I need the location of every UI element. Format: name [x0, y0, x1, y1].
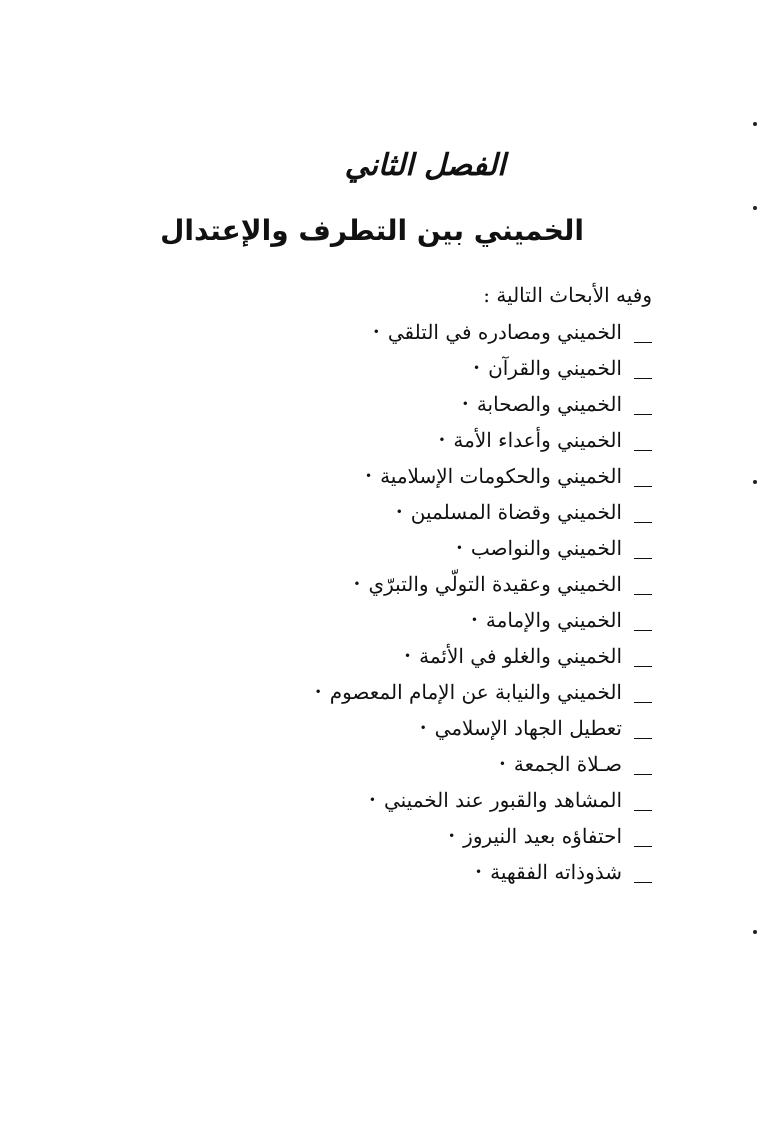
bullet-icon: •	[395, 505, 403, 519]
dash-icon	[630, 602, 652, 638]
list-item	[315, 458, 652, 494]
scan-speck	[753, 480, 757, 484]
intro-text: وفيه الأبحاث التالية :	[483, 283, 652, 307]
list-item	[315, 818, 652, 854]
scan-speck	[753, 206, 757, 210]
topic-text: تعطيل الجهاد الإسلامي	[434, 716, 622, 740]
topic-text: الخميني والإمامة	[485, 608, 622, 632]
topic-text: الخميني والنواصب	[470, 536, 622, 560]
list-item	[315, 422, 652, 458]
topic-text: الخميني والقرآن	[488, 356, 622, 380]
list-item	[315, 782, 652, 818]
scan-speck	[753, 930, 757, 934]
list-item	[315, 854, 652, 890]
dash-icon	[630, 674, 652, 710]
bullet-icon: •	[404, 649, 412, 663]
dash-icon	[630, 458, 652, 494]
bullet-icon: •	[419, 721, 427, 735]
topic-text: الخميني والنيابة عن الإمام المعصوم	[329, 680, 622, 704]
bullet-icon: •	[498, 757, 506, 771]
list-item	[315, 710, 652, 746]
topic-text: صـلاة الجمعة	[513, 752, 622, 776]
topic-text: الخميني والحكومات الإسلامية	[380, 464, 622, 488]
dash-icon	[630, 782, 652, 818]
bullet-icon: •	[364, 469, 373, 483]
list-item	[315, 746, 652, 782]
dash-icon	[630, 350, 652, 386]
dash-icon	[630, 494, 652, 530]
dash-icon	[630, 638, 652, 674]
bullet-icon: •	[353, 577, 361, 591]
topic-text: الخميني والصحابة	[476, 392, 622, 416]
topic-text: المشاهد والقبور عند الخميني	[383, 788, 622, 812]
bullet-icon: •	[470, 613, 478, 627]
dash-icon	[630, 422, 652, 458]
topic-list	[315, 314, 652, 890]
topic-text: الخميني ومصادره في التلقي	[387, 320, 622, 344]
bullet-icon: •	[438, 433, 446, 447]
list-item	[315, 530, 652, 566]
list-item	[315, 674, 652, 710]
dash-icon	[630, 314, 652, 350]
list-item	[315, 638, 652, 674]
dash-icon	[630, 854, 652, 890]
bullet-icon: •	[461, 397, 469, 411]
dash-icon	[630, 710, 652, 746]
dash-icon	[630, 386, 652, 422]
bullet-icon: •	[455, 541, 463, 555]
topic-text: احتفاؤه بعيد النيروز	[463, 824, 622, 848]
bullet-icon: •	[472, 361, 481, 375]
dash-icon	[630, 746, 652, 782]
list-item	[315, 566, 652, 602]
bullet-icon: •	[368, 793, 376, 807]
bullet-icon: •	[475, 865, 483, 879]
list-item	[315, 602, 652, 638]
chapter-title: الخميني بين التطرف والإعتدال	[160, 214, 584, 247]
chapter-label: الفصل الثاني	[344, 148, 506, 183]
topic-text: الخميني والغلو في الأئمة	[419, 644, 622, 668]
bullet-icon: •	[372, 325, 380, 339]
topic-text: شذوذاته الفقهية	[490, 860, 622, 884]
topic-text: الخميني وعقيدة التولّي والتبرّي	[368, 572, 622, 596]
topic-text: الخميني وأعداء الأمة	[453, 428, 622, 452]
list-item	[315, 386, 652, 422]
list-item	[315, 350, 652, 386]
dash-icon	[630, 566, 652, 602]
dash-icon	[630, 530, 652, 566]
list-item	[315, 494, 652, 530]
list-item	[315, 314, 652, 350]
topic-text: الخميني وقضاة المسلمين	[410, 500, 622, 524]
bullet-icon: •	[448, 829, 456, 843]
scan-speck	[753, 122, 757, 126]
dash-icon	[630, 818, 652, 854]
bullet-icon: •	[314, 685, 322, 699]
